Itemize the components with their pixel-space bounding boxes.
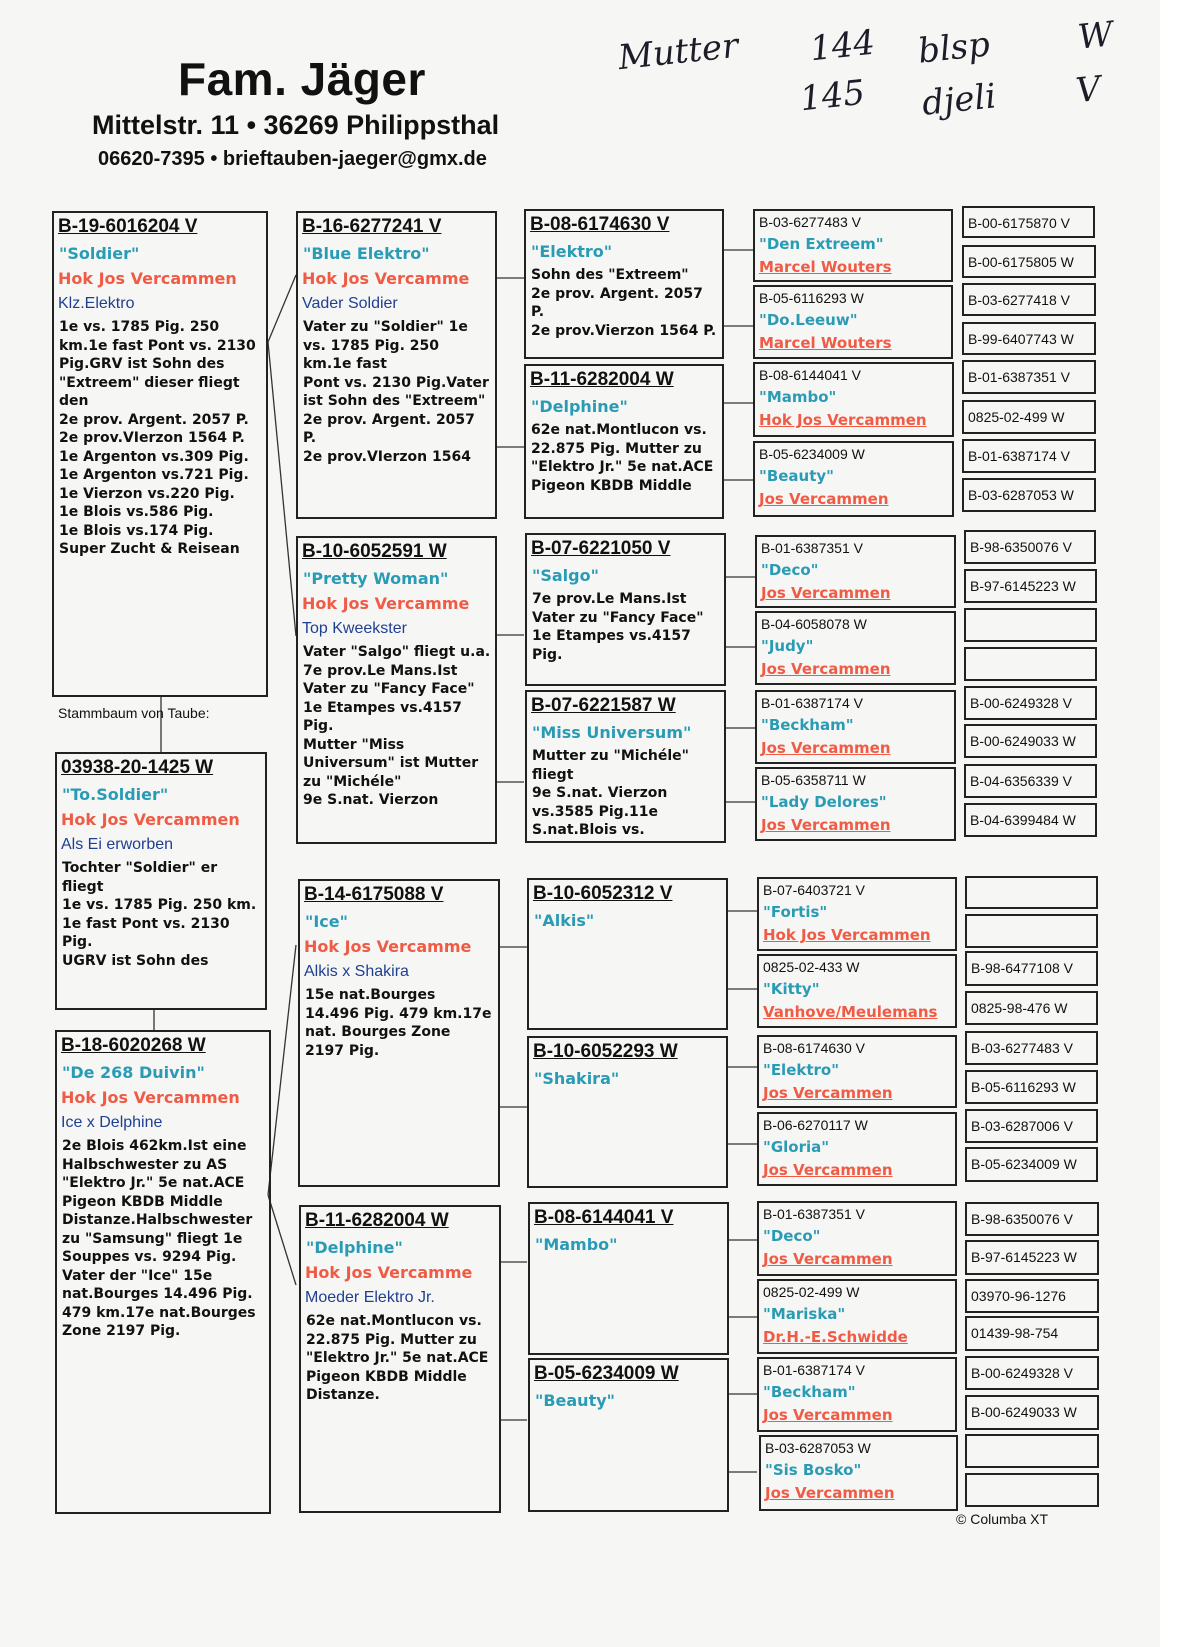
subject-subtitle: Als Ei erworben	[61, 836, 174, 854]
grandparent-name: "Pretty Woman"	[303, 568, 449, 588]
gen4-breeder: Jos Vercammen	[761, 816, 891, 835]
gen5-ring-box	[965, 914, 1098, 948]
gen5-ring-box: B-98-6477108 V	[965, 951, 1098, 986]
parent-sire-subtitle: Klz.Elektro	[58, 295, 135, 313]
gen4-name: "Beckham"	[761, 716, 854, 735]
gen5-ring-box: B-04-6399484 W	[964, 803, 1097, 837]
great-grandparent-ring: B-11-6282004 W	[530, 369, 674, 390]
grandparent-description: 62e nat.Montlucon vs. 22.875 Pig. Mutter zu "Elektro Jr." 5e nat.ACE Pigeon KBDB Middle Distanze.	[306, 1313, 489, 1404]
gen4-ring: B-04-6058078 W	[761, 616, 867, 632]
gen5-ring-box	[964, 608, 1097, 642]
grandparent-name: "Delphine"	[306, 1237, 403, 1257]
gen5-ring-box: 01439-98-754	[965, 1316, 1099, 1351]
handwritten-note: W	[1076, 14, 1115, 58]
parent-dam-subtitle: Ice x Delphine	[61, 1114, 163, 1132]
parent-dam-description: 2e Blois 462km.Ist eine Halbschwester zu AS "Elektro Jr." 5e nat.ACE Pigeon KBDB Middle Distanze.Halbschwester zu "Samsung" fliegt 1e Souppes vs. 9294 Pig. Vater der "Ice" 15e nat.Bourges 14.496 Pig. 479 km.17e nat.Bourges Zone 2197 Pig.	[62, 1138, 256, 1340]
gen4-breeder: Jos Vercammen	[761, 739, 891, 758]
grandparent-breeder: Hok Jos Vercamme	[305, 1263, 473, 1283]
gen4-breeder: Jos Vercammen	[759, 490, 889, 509]
gen4-box	[755, 690, 956, 764]
gen5-ring-box: B-00-6175805 W	[962, 245, 1096, 278]
gen4-ring: B-05-6358711 W	[761, 772, 866, 788]
great-grandparent-name: "Salgo"	[532, 565, 599, 585]
gen4-breeder: Marcel Wouters	[759, 334, 892, 353]
handwritten-note: djeli	[920, 76, 999, 124]
subject-description: Tochter "Soldier" er fliegt 1e vs. 1785 Pig. 250 km. 1e fast Pont vs. 2130 Pig. UGRV ist Sohn des	[62, 860, 257, 969]
gen5-ring-box	[965, 876, 1098, 909]
gen4-ring: B-08-6174630 V	[763, 1040, 865, 1056]
gen5-ring-box: B-01-6387174 V	[962, 439, 1096, 473]
great-grandparent-box	[525, 533, 726, 686]
gen4-ring: B-06-6270117 W	[763, 1117, 868, 1133]
owner-address: Mittelstr. 11 • 36269 Philippsthal	[92, 110, 500, 140]
gen5-ring-box: B-00-6249033 W	[964, 724, 1097, 758]
grandparent-breeder: Hok Jos Vercamme	[302, 269, 470, 289]
parent-dam-name: "De 268 Duivin"	[62, 1062, 205, 1082]
grandparent-description: Vater "Salgo" fliegt u.a. 7e prov.Le Mans.Ist Vater zu "Fancy Face" 1e Etampes vs.4157 Pig. Mutter "Miss Universum" ist Mutter zu "Michéle" 9e S.nat. Vierzon	[303, 644, 491, 809]
gen4-name: "Den Extreem"	[759, 235, 884, 254]
gen4-box	[755, 767, 956, 841]
great-grandparent-ring: B-07-6221050 V	[531, 538, 671, 559]
great-grandparent-box	[528, 1202, 729, 1355]
gen4-breeder: Hok Jos Vercammen	[759, 411, 927, 430]
gen4-box	[755, 611, 956, 685]
grandparent-ring: B-16-6277241 V	[302, 216, 442, 237]
gen4-breeder: Dr.H.-E.Schwidde	[763, 1328, 908, 1347]
gen4-name: "Gloria"	[763, 1138, 830, 1157]
great-grandparent-ring: B-08-6144041 V	[534, 1207, 674, 1228]
great-grandparent-name: "Mambo"	[535, 1234, 618, 1254]
subject-breeder: Hok Jos Vercammen	[61, 810, 240, 830]
gen4-breeder: Jos Vercammen	[763, 1406, 893, 1425]
grandparent-name: "Blue Elektro"	[303, 243, 430, 263]
gen5-ring-box: 03970-96-1276	[965, 1279, 1099, 1313]
scan-margin	[1160, 0, 1200, 1647]
great-grandparent-box	[525, 690, 726, 843]
gen4-box	[755, 535, 956, 608]
gen4-breeder: Jos Vercammen	[761, 660, 891, 679]
gen4-ring: B-03-6277483 V	[759, 214, 861, 230]
great-grandparent-ring: B-07-6221587 W	[531, 695, 676, 716]
grandparent-ring: B-11-6282004 W	[305, 1210, 449, 1231]
gen4-ring: B-08-6144041 V	[759, 367, 861, 383]
gen4-name: "Beckham"	[763, 1383, 856, 1402]
handwritten-note: 145	[798, 72, 867, 120]
owner-name: Fam. Jäger	[178, 53, 426, 105]
parent-dam-breeder: Hok Jos Vercammen	[61, 1088, 240, 1108]
great-grandparent-name: "Beauty"	[535, 1390, 615, 1410]
gen4-breeder: Jos Vercammen	[763, 1250, 893, 1269]
handwritten-note: Mutter	[616, 25, 741, 79]
gen4-ring: B-05-6116293 W	[759, 290, 864, 306]
gen5-ring-box: B-03-6277483 V	[965, 1031, 1098, 1065]
gen4-breeder: Jos Vercammen	[763, 1084, 893, 1103]
parent-dam-box	[55, 1030, 271, 1514]
gen4-breeder: Marcel Wouters	[759, 258, 892, 277]
gen5-ring-box: B-04-6356339 V	[964, 764, 1097, 798]
grandparent-subtitle: Alkis x Shakira	[304, 963, 409, 981]
gen4-ring: B-07-6403721 V	[763, 882, 865, 898]
gen4-name: "Judy"	[761, 637, 814, 656]
gen4-name: "Deco"	[761, 561, 819, 580]
gen5-ring-box: B-00-6249328 V	[964, 686, 1097, 720]
gen4-name: "Deco"	[763, 1227, 821, 1246]
gen4-box	[757, 1357, 957, 1432]
great-grandparent-ring: B-10-6052293 W	[533, 1041, 678, 1062]
gen4-box	[757, 877, 957, 951]
gen5-ring-box: 0825-98-476 W	[965, 991, 1098, 1025]
gen5-ring-box	[964, 647, 1097, 681]
gen4-name: "Fortis"	[763, 903, 828, 922]
gen4-ring: B-01-6387351 V	[761, 540, 863, 556]
gen4-box	[757, 954, 957, 1028]
gen5-ring-box: 0825-02-499 W	[962, 400, 1096, 434]
handwritten-note: blsp	[916, 24, 992, 72]
great-grandparent-box	[524, 364, 724, 519]
grandparent-subtitle: Moeder Elektro Jr.	[305, 1289, 435, 1307]
gen5-ring-box: B-05-6116293 W	[965, 1070, 1098, 1104]
gen4-name: "Sis Bosko"	[765, 1461, 862, 1480]
gen4-name: "Beauty"	[759, 467, 834, 486]
gen5-ring-box: B-00-6175870 V	[962, 206, 1095, 238]
subject-bird-box	[55, 752, 267, 1010]
great-grandparent-box	[527, 878, 728, 1030]
handwritten-note: 144	[808, 22, 877, 70]
grandparent-box	[299, 1205, 501, 1513]
grandparent-breeder: Hok Jos Vercamme	[304, 937, 472, 957]
great-grandparent-box	[524, 209, 724, 359]
gen4-box	[753, 209, 953, 282]
subject-ring: 03938-20-1425 W	[61, 757, 214, 778]
great-grandparent-box	[527, 1036, 728, 1188]
parent-sire-description: 1e vs. 1785 Pig. 250 km.1e fast Pont vs. 2130 Pig.GRV ist Sohn des "Extreem" dieser fliegt den 2e prov. Argent. 2057 P. 2e prov.VIerzon 1564 P. 1e Argenton vs.309 Pig. 1e Argenton vs.721 Pig. 1e Vierzon vs.220 Pig. 1e Blois vs.586 Pig. 1e Blois vs.174 Pig. Super Zucht & Reisean	[59, 319, 256, 558]
gen5-ring-box: B-00-6249328 V	[965, 1356, 1099, 1390]
parent-sire-box	[52, 211, 268, 697]
gen4-box	[757, 1112, 957, 1186]
grandparent-ring: B-10-6052591 W	[302, 541, 447, 562]
great-grandparent-name: "Alkis"	[534, 910, 595, 930]
great-grandparent-ring: B-05-6234009 W	[534, 1363, 679, 1384]
grandparent-box	[296, 211, 497, 519]
gen4-ring: B-01-6387174 V	[761, 695, 863, 711]
great-grandparent-box	[528, 1358, 729, 1512]
gen4-box	[757, 1035, 957, 1108]
gen5-ring-box: B-98-6350076 V	[964, 530, 1096, 564]
great-grandparent-name: "Shakira"	[534, 1068, 620, 1088]
gen4-name: "Elektro"	[763, 1061, 840, 1080]
gen4-ring: B-03-6287053 W	[765, 1440, 871, 1456]
gen4-ring: 0825-02-433 W	[763, 959, 860, 975]
gen4-breeder: Hok Jos Vercammen	[763, 926, 931, 945]
gen5-ring-box	[965, 1434, 1099, 1468]
grandparent-subtitle: Vader Soldier	[302, 295, 398, 313]
great-grandparent-name: "Elektro"	[531, 241, 613, 261]
gen4-box	[753, 362, 954, 437]
grandparent-box	[296, 536, 497, 844]
grandparent-ring: B-14-6175088 V	[304, 884, 444, 905]
great-grandparent-ring: B-10-6052312 V	[533, 883, 673, 904]
copyright-note: © Columba XT	[956, 1511, 1049, 1527]
gen4-name: "Lady Delores"	[761, 793, 887, 812]
owner-contact: 06620-7395 • brieftauben-jaeger@gmx.de	[98, 148, 487, 170]
subject-name: "To.Soldier"	[62, 784, 169, 804]
handwritten-note: V	[1073, 68, 1103, 112]
great-grandparent-ring: B-08-6174630 V	[530, 214, 670, 235]
parent-dam-ring: B-18-6020268 W	[61, 1035, 206, 1056]
great-grandparent-description: Mutter zu "Michéle" fliegt 9e S.nat. Vierzon vs.3585 Pig.11e S.nat.Blois vs.	[532, 748, 689, 839]
gen4-ring: B-05-6234009 W	[759, 446, 865, 462]
grandparent-description: Vater zu "Soldier" 1e vs. 1785 Pig. 250 km.1e fast Pont vs. 2130 Pig.Vater ist Sohn des "Extreem" 2e prov. Argent. 2057 P. 2e prov.VIerzon 1564	[303, 319, 489, 465]
great-grandparent-description: 7e prov.Le Mans.Ist Vater zu "Fancy Face" 1e Etampes vs.4157 Pig.	[532, 591, 704, 663]
gen4-ring: B-01-6387174 V	[763, 1362, 865, 1378]
gen5-ring-box: B-99-6407743 W	[962, 322, 1096, 355]
gen4-ring: 0825-02-499 W	[763, 1284, 860, 1300]
great-grandparent-name: "Delphine"	[531, 396, 628, 416]
gen4-breeder: Jos Vercammen	[765, 1484, 895, 1503]
great-grandparent-name: "Miss Universum"	[532, 722, 692, 742]
gen4-breeder: Vanhove/Meulemans	[763, 1003, 938, 1022]
gen5-ring-box: B-03-6287006 V	[965, 1109, 1098, 1143]
gen4-box	[753, 441, 954, 517]
gen4-name: "Do.Leeuw"	[759, 311, 858, 330]
gen5-ring-box: B-97-6145223 W	[965, 1240, 1099, 1275]
subject-label: Stammbaum von Taube:	[58, 705, 210, 721]
gen4-name: "Mambo"	[759, 388, 837, 407]
great-grandparent-description: Sohn des "Extreem" 2e prov. Argent. 2057 P. 2e prov.Vierzon 1564 P.	[531, 267, 717, 339]
grandparent-description: 15e nat.Bourges 14.496 Pig. 479 km.17e nat. Bourges Zone 2197 Pig.	[305, 987, 492, 1059]
grandparent-name: "Ice"	[305, 911, 348, 931]
gen4-ring: B-01-6387351 V	[763, 1206, 865, 1222]
gen4-box	[759, 1435, 958, 1511]
gen4-name: "Kitty"	[763, 980, 820, 999]
gen5-ring-box: B-98-6350076 V	[965, 1202, 1099, 1236]
parent-sire-breeder: Hok Jos Vercammen	[58, 269, 237, 289]
grandparent-subtitle: Top Kweekster	[302, 620, 407, 638]
gen5-ring-box: B-00-6249033 W	[965, 1395, 1099, 1430]
gen4-box	[753, 285, 953, 359]
gen4-name: "Mariska"	[763, 1305, 846, 1324]
grandparent-box	[298, 879, 500, 1187]
gen4-box	[757, 1279, 957, 1354]
gen5-ring-box: B-01-6387351 V	[962, 360, 1096, 394]
gen5-ring-box: B-05-6234009 W	[965, 1147, 1098, 1182]
gen5-ring-box	[965, 1473, 1099, 1507]
great-grandparent-description: 62e nat.Montlucon vs. 22.875 Pig. Mutter zu "Elektro Jr." 5e nat.ACE Pigeon KBDB Middle	[531, 422, 714, 494]
parent-sire-ring: B-19-6016204 V	[58, 216, 198, 237]
parent-sire-name: "Soldier"	[59, 243, 140, 263]
gen4-breeder: Jos Vercammen	[761, 584, 891, 603]
gen5-ring-box: B-03-6287053 W	[962, 478, 1096, 512]
gen4-breeder: Jos Vercammen	[763, 1161, 893, 1180]
gen4-box	[757, 1201, 957, 1276]
gen5-ring-box: B-97-6145223 W	[964, 569, 1097, 603]
gen5-ring-box: B-03-6277418 V	[962, 283, 1096, 316]
grandparent-breeder: Hok Jos Vercamme	[302, 594, 470, 614]
